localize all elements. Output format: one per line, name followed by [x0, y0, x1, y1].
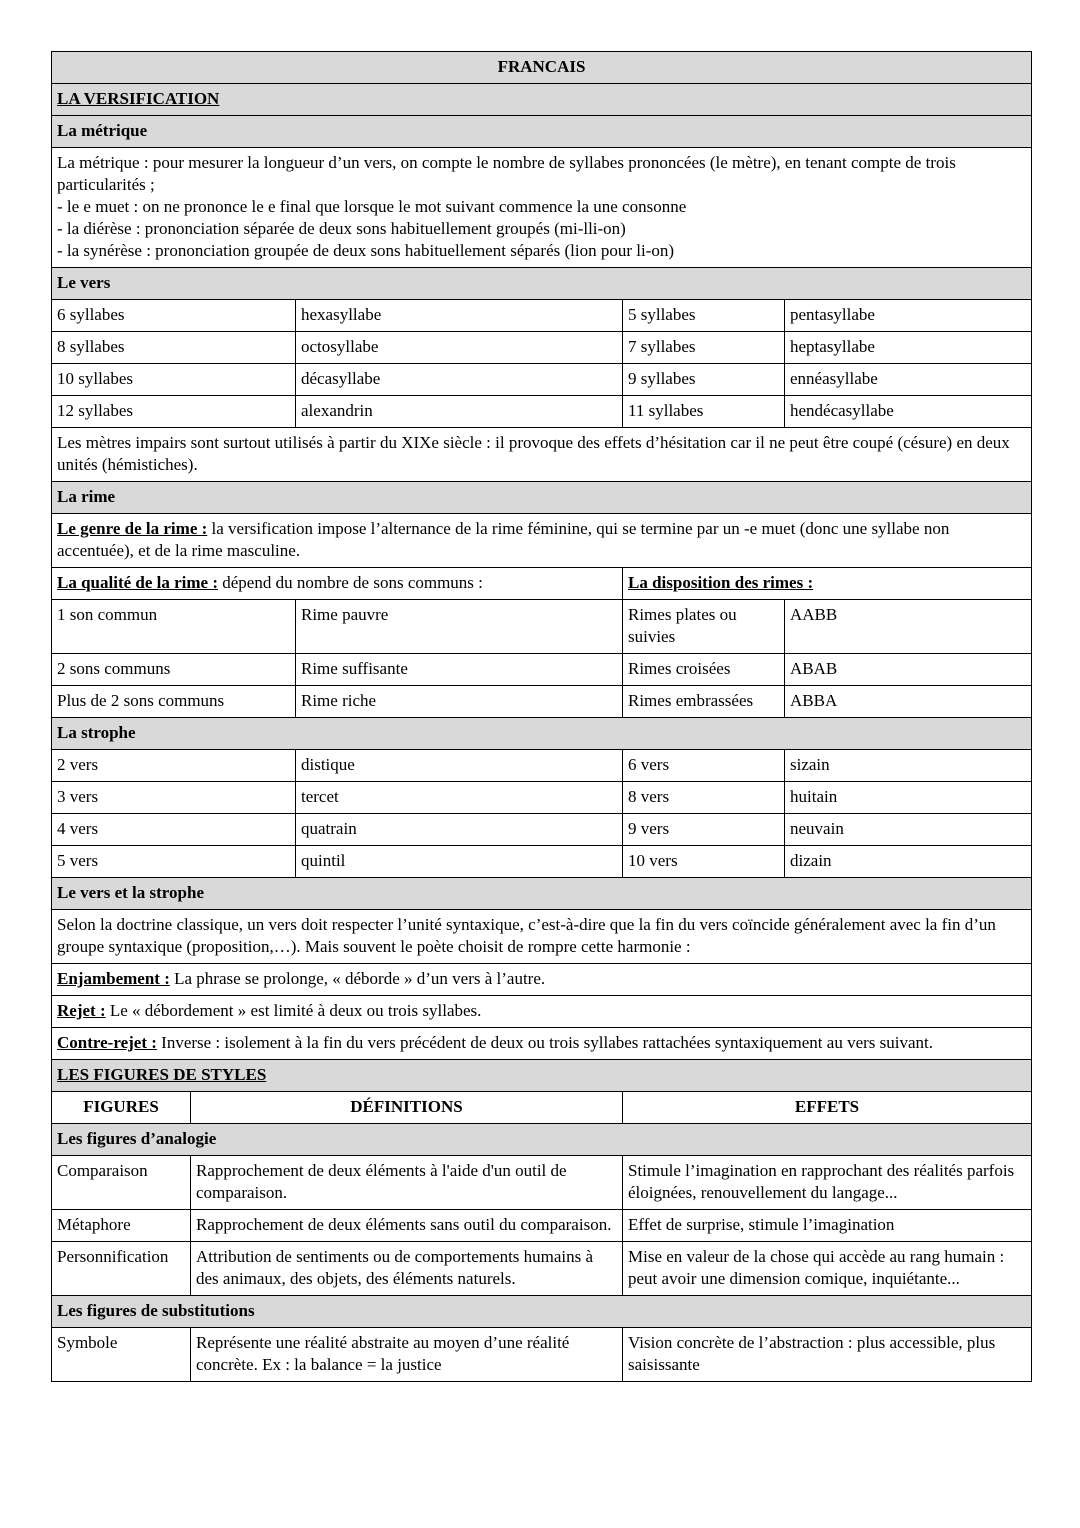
figure-definition: Représente une réalité abstraite au moyen d’une réalité concrète. Ex : la balance = la justice	[191, 1328, 623, 1382]
figure-definition: Rapprochement de deux éléments à l'aide d'un outil de comparaison.	[191, 1156, 623, 1210]
figure-name: Symbole	[52, 1328, 191, 1382]
term-label: Rejet :	[57, 1001, 106, 1020]
table-cell: 10 vers	[623, 846, 785, 878]
table-cell: 11 syllabes	[623, 396, 785, 428]
subsection-heading-rime: La rime	[52, 482, 1032, 514]
table-cell: 12 syllabes	[52, 396, 296, 428]
column-header-row	[52, 1092, 1032, 1124]
subsection-row	[52, 878, 1032, 910]
table-cell: huitain	[785, 782, 1032, 814]
table-cell: quatrain	[296, 814, 623, 846]
subsection-heading-strophe: La strophe	[52, 718, 1032, 750]
disposition-rime-label: La disposition des rimes :	[628, 573, 814, 592]
term-text: La phrase se prolonge, « déborde » d’un vers à l’autre.	[169, 969, 546, 988]
page-title: FRANCAIS	[52, 52, 1032, 84]
table-cell: 2 vers	[52, 750, 296, 782]
table-row	[52, 654, 1032, 686]
metrique-line: La métrique : pour mesurer la longueur d’un vers, on compte le nombre de syllabes prononcées (le mètre), en tenant compte de trois particularités ;	[57, 153, 956, 194]
qualite-row	[52, 568, 1032, 600]
metrique-line: - la synérèse : prononciation groupée de deux sons habituellement séparés (lion pour li-on)	[57, 241, 675, 260]
table-row	[52, 332, 1032, 364]
metrique-line: - la diérèse : prononciation séparée de deux sons habituellement groupés (mi-lli-on)	[57, 219, 626, 238]
column-header-effets: EFFETS	[623, 1092, 1032, 1124]
table-row	[52, 782, 1032, 814]
figure-effect: Effet de surprise, stimule l’imagination	[623, 1210, 1032, 1242]
qualite-rime-text	[52, 568, 623, 600]
genre-row	[52, 514, 1032, 568]
section-heading-figures: LES FIGURES DE STYLES	[52, 1060, 1032, 1092]
table-row	[52, 1156, 1032, 1210]
metrique-line: - le e muet : on ne prononce le e final que lorsque le mot suivant commence la une consonne	[57, 197, 687, 216]
table-cell: hexasyllabe	[296, 300, 623, 332]
definition-row	[52, 996, 1032, 1028]
qualite-rime-label: La qualité de la rime :	[57, 573, 219, 592]
table-cell: 5 syllabes	[623, 300, 785, 332]
definition-row	[52, 964, 1032, 996]
section-heading-versification: LA VERSIFICATION	[52, 84, 1032, 116]
table-cell: heptasyllabe	[785, 332, 1032, 364]
term-text: Le « débordement » est limité à deux ou trois syllabes.	[105, 1001, 482, 1020]
figure-name: Personnification	[52, 1242, 191, 1296]
column-header-definitions: DÉFINITIONS	[191, 1092, 623, 1124]
figure-name: Comparaison	[52, 1156, 191, 1210]
subsection-heading-vers-strophe: Le vers et la strophe	[52, 878, 1032, 910]
genre-rime-body: la versification impose l’alternance de la rime féminine, qui se termine par un -e muet (donc une syllabe non accentuée), et de la rime masculine.	[57, 519, 950, 560]
vers-strophe-intro: Selon la doctrine classique, un vers doit respecter l’unité syntaxique, c’est-à-dire que la fin du vers coïncide généralement avec la fin d’un groupe syntaxique (proposition,…). Mais souvent le poète choisit de rompre cette harmonie :	[52, 910, 1032, 964]
table-row	[52, 686, 1032, 718]
table-row	[52, 600, 1032, 654]
subsection-row	[52, 482, 1032, 514]
table-cell: distique	[296, 750, 623, 782]
table-cell: 9 syllabes	[623, 364, 785, 396]
enjambement-definition	[52, 964, 1032, 996]
table-cell: Rimes plates ou suivies	[623, 600, 785, 654]
table-cell: ABAB	[785, 654, 1032, 686]
table-cell: alexandrin	[296, 396, 623, 428]
figure-effect: Vision concrète de l’abstraction : plus accessible, plus saisissante	[623, 1328, 1032, 1382]
contre-rejet-definition	[52, 1028, 1032, 1060]
subsection-heading-vers: Le vers	[52, 268, 1032, 300]
figure-definition: Rapprochement de deux éléments sans outil du comparaison.	[191, 1210, 623, 1242]
table-cell: 3 vers	[52, 782, 296, 814]
table-cell: 8 syllabes	[52, 332, 296, 364]
table-row	[52, 814, 1032, 846]
table-row	[52, 396, 1032, 428]
table-row	[52, 1328, 1032, 1382]
table-cell: Rimes embrassées	[623, 686, 785, 718]
subsection-row	[52, 718, 1032, 750]
vers-note: Les mètres impairs sont surtout utilisés à partir du XIXe siècle : il provoque des effets d’hésitation car il ne peut être coupé (césure) en deux unités (hémistiches).	[52, 428, 1032, 482]
table-row	[52, 364, 1032, 396]
table-cell: pentasyllabe	[785, 300, 1032, 332]
table-cell: ABBA	[785, 686, 1032, 718]
figure-definition: Attribution de sentiments ou de comportements humains à des animaux, des objets, des éléments naturels.	[191, 1242, 623, 1296]
table-cell: 9 vers	[623, 814, 785, 846]
table-cell: hendécasyllabe	[785, 396, 1032, 428]
subsection-row	[52, 1124, 1032, 1156]
table-row	[52, 846, 1032, 878]
table-cell: 6 syllabes	[52, 300, 296, 332]
table-cell: Rimes croisées	[623, 654, 785, 686]
table-cell: Rime riche	[296, 686, 623, 718]
metrique-text	[52, 148, 1032, 268]
subsection-row	[52, 1296, 1032, 1328]
figure-name: Métaphore	[52, 1210, 191, 1242]
subsection-heading-substitutions: Les figures de substitutions	[52, 1296, 1032, 1328]
note-row	[52, 428, 1032, 482]
term-label: Contre-rejet :	[57, 1033, 157, 1052]
table-cell: 1 son commun	[52, 600, 296, 654]
genre-rime-text	[52, 514, 1032, 568]
term-label: Enjambement :	[57, 969, 170, 988]
figure-effect: Stimule l’imagination en rapprochant des réalités parfois éloignées, renouvellement du langage...	[623, 1156, 1032, 1210]
genre-rime-label: Le genre de la rime :	[57, 519, 208, 538]
table-cell: 8 vers	[623, 782, 785, 814]
column-header-figures: FIGURES	[52, 1092, 191, 1124]
rejet-definition	[52, 996, 1032, 1028]
table-cell: quintil	[296, 846, 623, 878]
table-cell: AABB	[785, 600, 1032, 654]
title-row	[52, 52, 1032, 84]
intro-row	[52, 910, 1032, 964]
table-cell: 6 vers	[623, 750, 785, 782]
metrique-text-row	[52, 148, 1032, 268]
subsection-row	[52, 116, 1032, 148]
table-cell: Rime suffisante	[296, 654, 623, 686]
table-cell: 10 syllabes	[52, 364, 296, 396]
table-cell: 4 vers	[52, 814, 296, 846]
definition-row	[52, 1028, 1032, 1060]
table-row	[52, 1210, 1032, 1242]
table-cell: décasyllabe	[296, 364, 623, 396]
table-row	[52, 750, 1032, 782]
table-cell: Rime pauvre	[296, 600, 623, 654]
table-row	[52, 1242, 1032, 1296]
table-cell: sizain	[785, 750, 1032, 782]
table-cell: octosyllabe	[296, 332, 623, 364]
table-cell: tercet	[296, 782, 623, 814]
term-text: Inverse : isolement à la fin du vers précédent de deux ou trois syllabes rattachées syntaxiquement au vers suivant.	[156, 1033, 933, 1052]
table-cell: dizain	[785, 846, 1032, 878]
figure-effect: Mise en valeur de la chose qui accède au rang humain : peut avoir une dimension comique, inquiétante...	[623, 1242, 1032, 1296]
table-cell: 2 sons communs	[52, 654, 296, 686]
table-cell: 7 syllabes	[623, 332, 785, 364]
disposition-rime-text	[623, 568, 1032, 600]
table-cell: 5 vers	[52, 846, 296, 878]
table-cell: neuvain	[785, 814, 1032, 846]
subsection-heading-analogie: Les figures d’analogie	[52, 1124, 1032, 1156]
subsection-row	[52, 268, 1032, 300]
table-cell: ennéasyllabe	[785, 364, 1032, 396]
section-row	[52, 84, 1032, 116]
cheat-sheet-table	[51, 51, 1032, 1382]
subsection-heading-metrique: La métrique	[52, 116, 1032, 148]
table-cell: Plus de 2 sons communs	[52, 686, 296, 718]
qualite-rime-body: dépend du nombre de sons communs :	[218, 573, 483, 592]
section-row	[52, 1060, 1032, 1092]
table-row	[52, 300, 1032, 332]
